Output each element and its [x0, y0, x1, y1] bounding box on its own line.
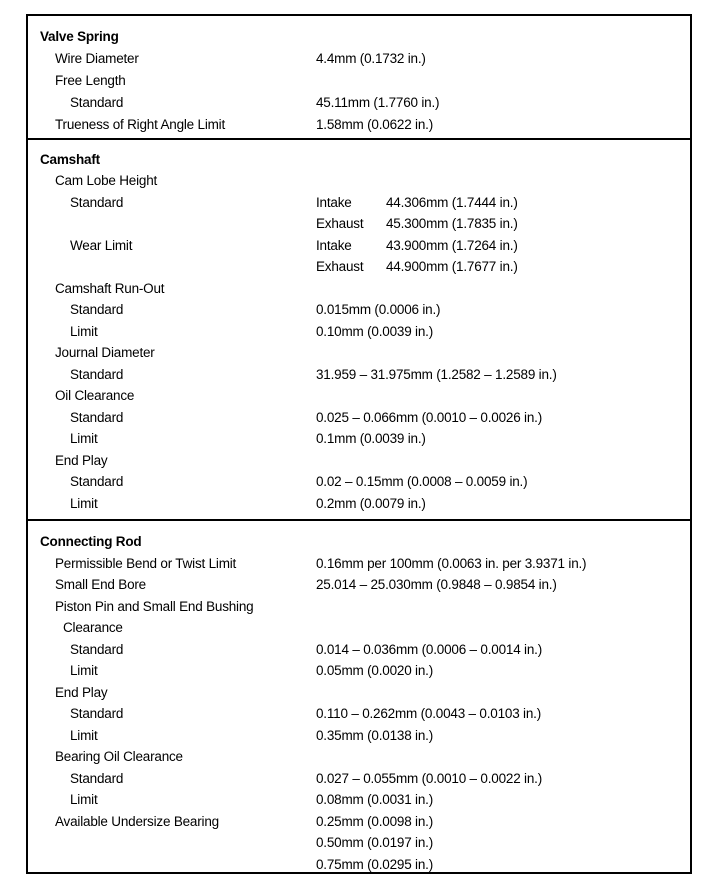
- row-label: Standard: [70, 642, 124, 657]
- row-value: 44.900mm (1.7677 in.): [386, 259, 518, 274]
- row-value: 45.300mm (1.7835 in.): [386, 216, 518, 231]
- row-value: 0.75mm (0.0295 in.): [316, 857, 434, 872]
- section-camshaft: [28, 138, 690, 521]
- row-label: Free Length: [55, 73, 126, 88]
- row-label: Small End Bore: [55, 577, 146, 592]
- row-value: 45.11mm (1.7760 in.): [316, 95, 440, 110]
- row-label: Wear Limit: [70, 238, 133, 253]
- row-label: Piston Pin and Small End Bushing: [55, 599, 254, 614]
- row-value: 0.110 – 0.262mm (0.0043 – 0.0103 in.): [316, 706, 542, 721]
- row-label: Clearance: [63, 620, 123, 635]
- row-label: Standard: [70, 367, 124, 382]
- section-title: Camshaft: [40, 152, 100, 167]
- row-label: Cam Lobe Height: [55, 173, 158, 188]
- row-value: 0.025 – 0.066mm (0.0010 – 0.0026 in.): [316, 410, 543, 425]
- row-label: Standard: [70, 95, 124, 110]
- engine-label: Intake: [316, 195, 352, 210]
- row-value: 0.1mm (0.0039 in.): [316, 431, 426, 446]
- row-label: End Play: [55, 685, 108, 700]
- row-label: End Play: [55, 453, 108, 468]
- row-value: 0.25mm (0.0098 in.): [316, 814, 434, 829]
- row-label: Standard: [70, 410, 124, 425]
- row-label: Limit: [70, 728, 98, 743]
- row-value: 0.2mm (0.0079 in.): [316, 496, 426, 511]
- row-label: Standard: [70, 706, 124, 721]
- row-value: 4.4mm (0.1732 in.): [316, 51, 426, 66]
- spec-table: [26, 14, 692, 874]
- row-value: 0.05mm (0.0020 in.): [316, 663, 434, 678]
- row-label: Bearing Oil Clearance: [55, 749, 183, 764]
- row-label: Journal Diameter: [55, 345, 155, 360]
- row-label: Wire Diameter: [55, 51, 139, 66]
- section-title: Connecting Rod: [40, 534, 142, 549]
- row-value: 0.02 – 0.15mm (0.0008 – 0.0059 in.): [316, 474, 528, 489]
- row-value: 0.015mm (0.0006 in.): [316, 302, 441, 317]
- row-label: Limit: [70, 324, 98, 339]
- row-label: Standard: [70, 195, 124, 210]
- row-label: Available Undersize Bearing: [55, 814, 219, 829]
- row-value: 0.027 – 0.055mm (0.0010 – 0.0022 in.): [316, 771, 543, 786]
- row-value: 25.014 – 25.030mm (0.9848 – 0.9854 in.): [316, 577, 557, 592]
- row-value: 0.16mm per 100mm (0.0063 in. per 3.9371 in.): [316, 556, 587, 571]
- section-connecting-rod: [28, 519, 690, 874]
- section-valve-spring: [28, 16, 690, 138]
- row-value: 44.306mm (1.7444 in.): [386, 195, 518, 210]
- row-value: 43.900mm (1.7264 in.): [386, 238, 518, 253]
- row-value: 0.35mm (0.0138 in.): [316, 728, 434, 743]
- row-value: 1.58mm (0.0622 in.): [316, 117, 434, 132]
- section-title: Valve Spring: [40, 29, 119, 44]
- row-label: Oil Clearance: [55, 388, 135, 403]
- row-label: Permissible Bend or Twist Limit: [55, 556, 237, 571]
- engine-label: Exhaust: [316, 259, 364, 274]
- row-label: Trueness of Right Angle Limit: [55, 117, 226, 132]
- row-label: Standard: [70, 771, 124, 786]
- row-label: Standard: [70, 474, 124, 489]
- row-label: Standard: [70, 302, 124, 317]
- engine-label: Intake: [316, 238, 352, 253]
- row-value: 0.08mm (0.0031 in.): [316, 792, 434, 807]
- row-label: Limit: [70, 431, 98, 446]
- engine-label: Exhaust: [316, 216, 364, 231]
- row-value: 0.10mm (0.0039 in.): [316, 324, 434, 339]
- row-label: Limit: [70, 496, 98, 511]
- row-label: Limit: [70, 792, 98, 807]
- row-value: 0.014 – 0.036mm (0.0006 – 0.0014 in.): [316, 642, 543, 657]
- row-value: 0.50mm (0.0197 in.): [316, 835, 434, 850]
- row-label: Limit: [70, 663, 98, 678]
- row-label: Camshaft Run-Out: [55, 281, 165, 296]
- row-value: 31.959 – 31.975mm (1.2582 – 1.2589 in.): [316, 367, 557, 382]
